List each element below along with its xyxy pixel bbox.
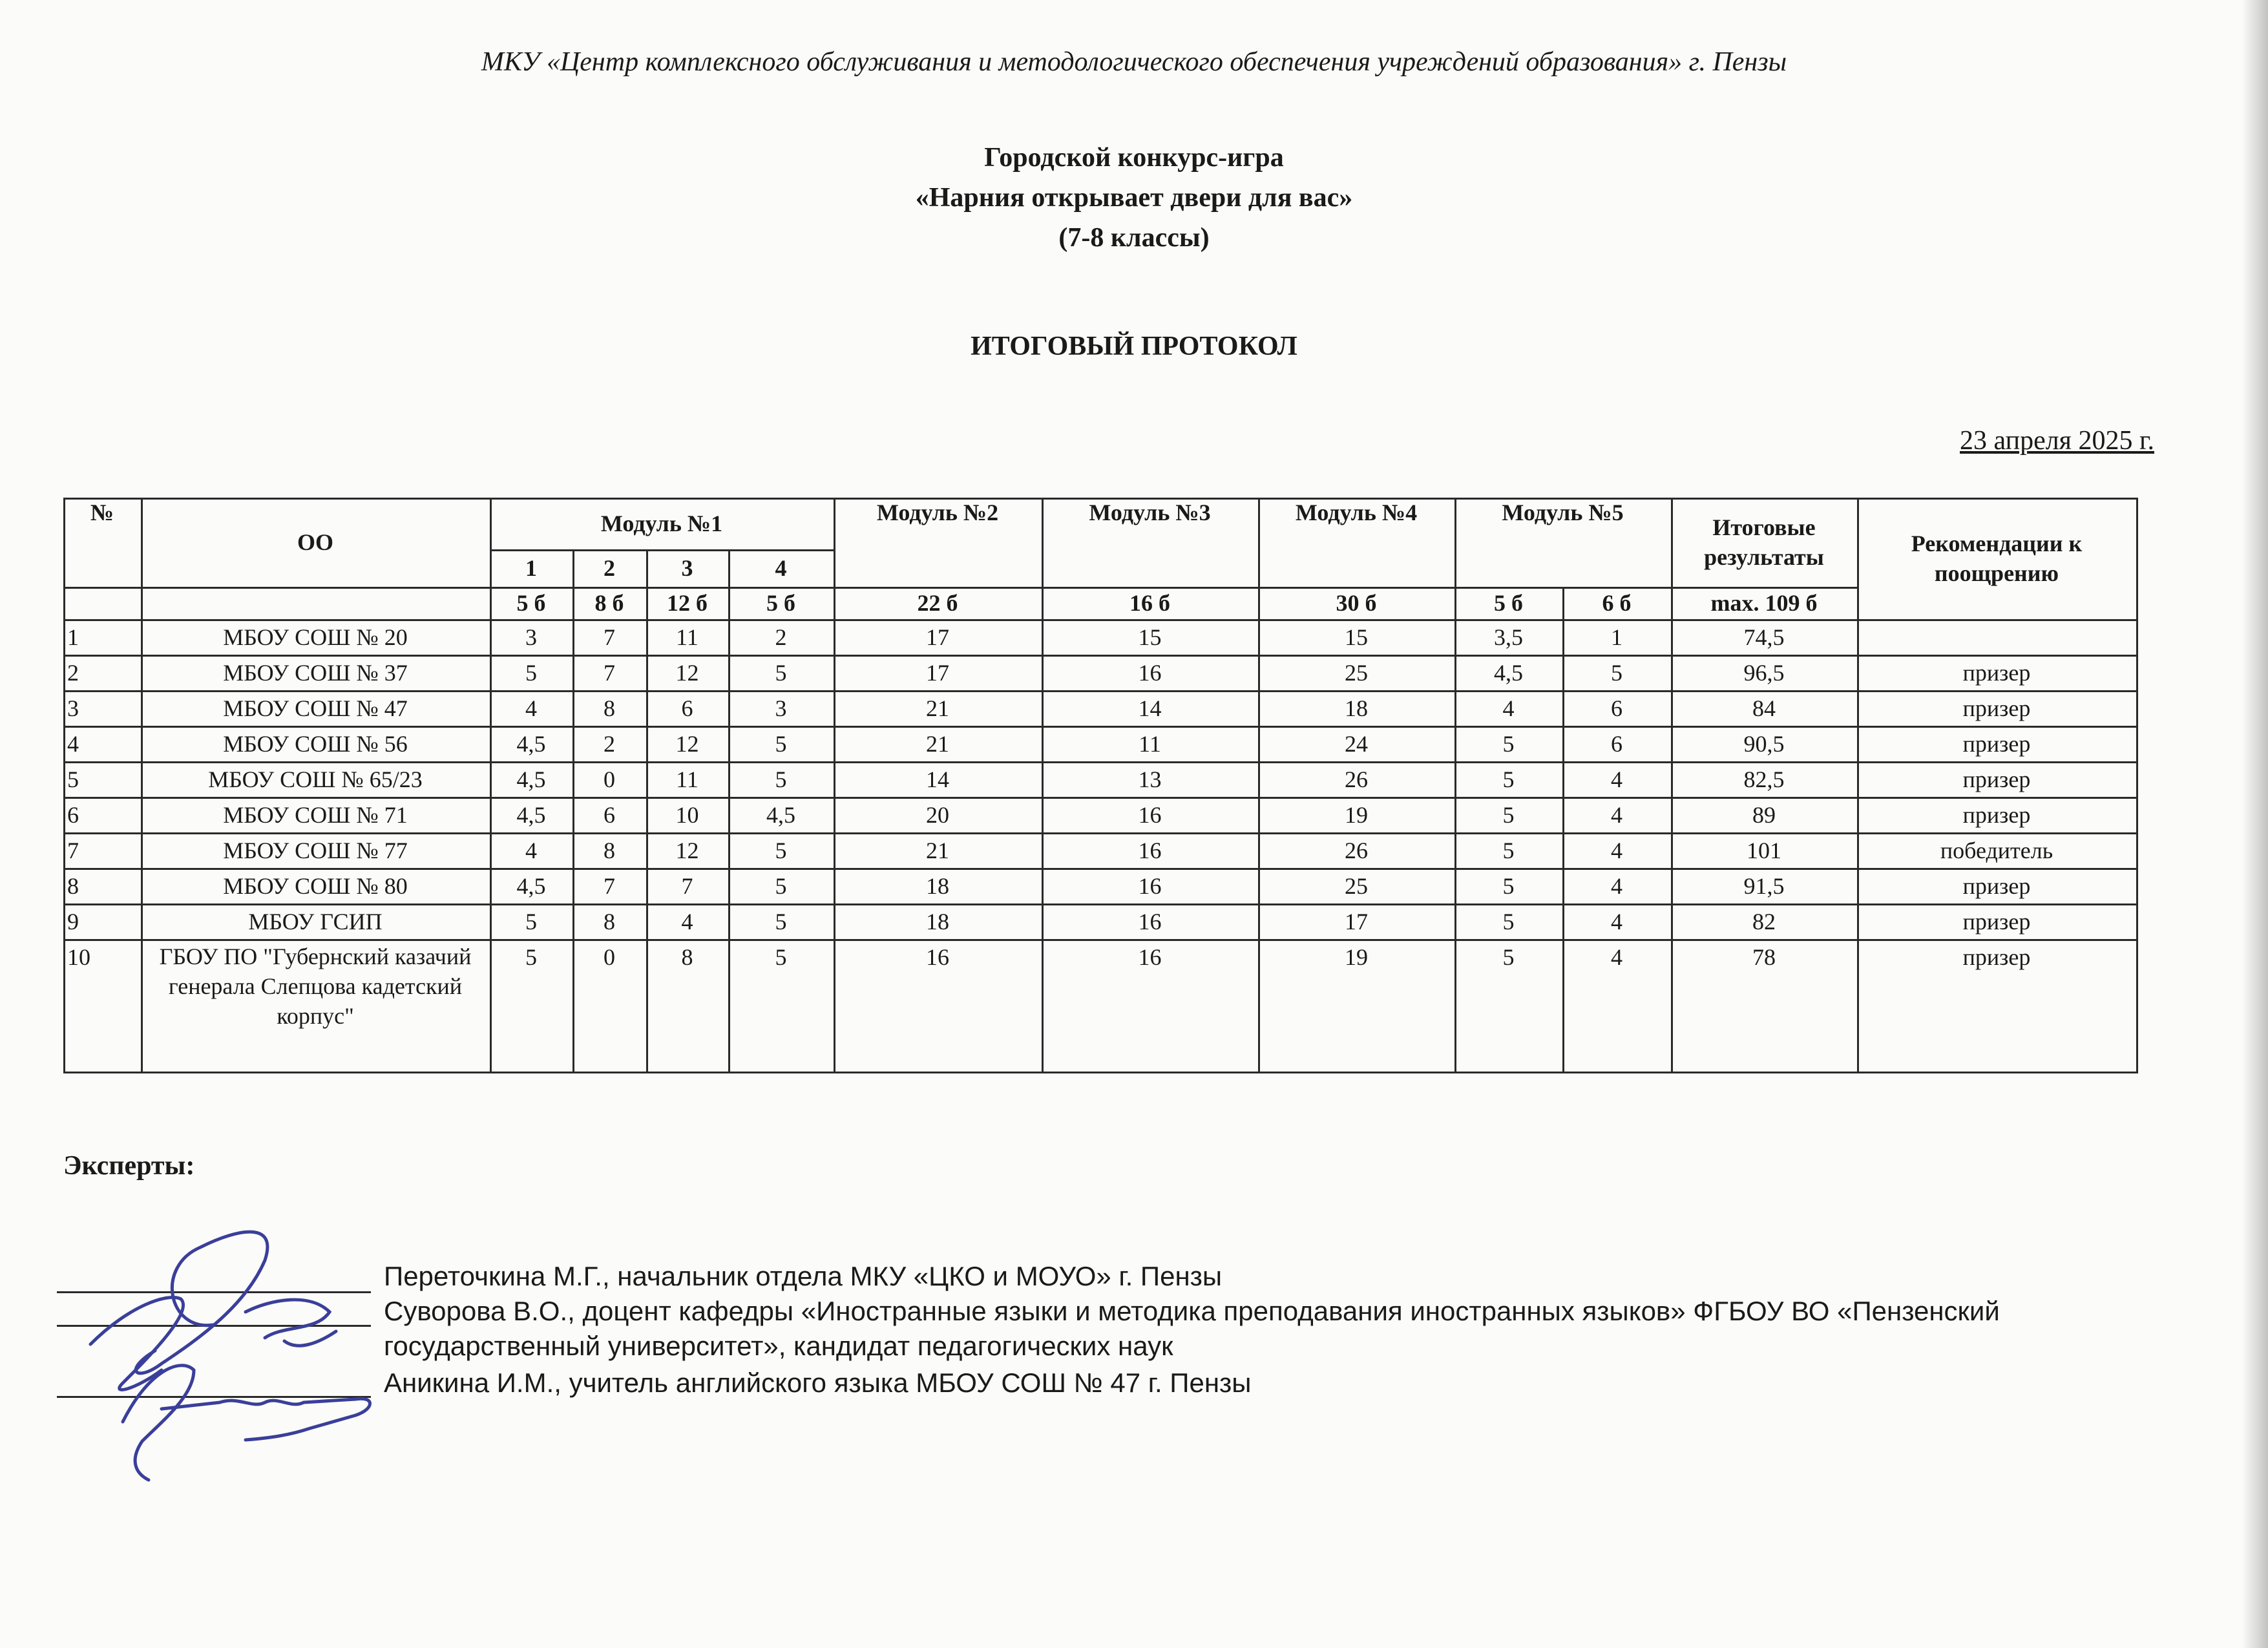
row-organization: МБОУ СОШ № 77 [223,837,408,863]
table-grid-line [1258,498,1260,1073]
row-m1-score: 5 [525,908,537,935]
row-m4-score: 26 [1345,837,1368,863]
row-m1-score: 12 [675,730,699,757]
row-num: 6 [67,801,79,828]
expert-2-continued: государственный университет», кандидат педагогических наук [384,1331,1173,1361]
row-m4-score: 19 [1345,944,1368,970]
row-m1-score: 7 [604,624,615,650]
row-m1-score: 0 [604,944,615,970]
table-grid-line [490,549,834,551]
header-total: Итоговые результаты [1704,514,1824,570]
row-m2-score: 20 [926,801,949,828]
table-grid-line [141,498,143,1073]
row-m1-score: 8 [681,944,693,970]
row-recommendation: призер [1962,908,2031,935]
row-organization: МБОУ СОШ № 65/23 [208,766,423,792]
row-m1-score: 2 [775,624,787,650]
row-m2-score: 21 [926,695,949,721]
row-m3-score: 14 [1138,695,1162,721]
row-recommendation: призер [1962,944,2031,970]
row-organization: МБОУ СОШ № 56 [223,730,408,757]
header-m1-max: 8 б [594,590,624,616]
row-m1-score: 4 [525,695,537,721]
row-m2-score: 17 [926,624,949,650]
row-m1-score: 5 [525,944,537,970]
row-m1-score: 4,5 [516,766,546,792]
header-oo: ОО [297,529,333,555]
row-recommendation: призер [1962,730,2031,757]
row-m5-score: 3,5 [1494,624,1523,650]
row-m1-score: 8 [604,837,615,863]
row-num: 3 [67,695,79,721]
row-m3-score: 13 [1138,766,1162,792]
row-m4-score: 18 [1345,695,1368,721]
handwritten-signatures [52,1215,439,1486]
table-grid-line [1671,498,1673,1073]
row-organization: МБОУ СОШ № 37 [223,659,408,686]
table-grid-line [63,655,2136,657]
table-grid-line [1454,498,1456,1073]
expert-1: Переточкина М.Г., начальник отдела МКУ «ЦКО и МОУО» г. Пензы [384,1261,1223,1291]
row-m1-score: 5 [775,837,787,863]
table-grid-line [2136,498,2138,1073]
row-m1-score: 0 [604,766,615,792]
row-total: 89 [1752,801,1776,828]
header-m1-sub: 2 [604,555,615,581]
table-grid-line [63,868,2136,870]
header-m1-max: 5 б [766,590,795,616]
row-organization: ГБОУ ПО "Губернский казачий генерала Слепцова кадетский корпус" [159,944,472,1029]
row-num: 10 [67,944,90,970]
row-num: 7 [67,837,79,863]
row-recommendation: призер [1962,872,2031,899]
row-m2-score: 21 [926,730,949,757]
row-m1-score: 5 [775,944,787,970]
row-m4-score: 19 [1345,801,1368,828]
header-m1-max: 5 б [516,590,546,616]
header-m4-max: 30 б [1336,590,1377,616]
protocol-date: 23 апреля 2025 г. [1960,426,2154,456]
row-m1-score: 8 [604,695,615,721]
header-m1-sub: 1 [525,555,537,581]
table-grid-line [63,498,2136,500]
row-m1-score: 7 [604,659,615,686]
table-grid-line [63,939,2136,941]
row-m3-score: 16 [1138,659,1162,686]
row-m5-score: 4 [1611,766,1622,792]
row-total: 82 [1752,908,1776,935]
row-m5-score: 4 [1611,944,1622,970]
contest-grades: (7-8 классы) [1058,223,1210,253]
row-m1-score: 4,5 [516,872,546,899]
row-m3-score: 16 [1138,908,1162,935]
header-num: № [90,500,114,525]
row-m1-score: 5 [525,659,537,686]
row-m1-score: 4,5 [766,801,795,828]
row-total: 90,5 [1743,730,1785,757]
table-grid-line [63,1072,2136,1073]
row-m4-score: 25 [1345,659,1368,686]
row-m1-score: 4,5 [516,801,546,828]
row-m1-score: 7 [681,872,693,899]
row-m5-score: 6 [1611,695,1622,721]
row-m1-score: 7 [604,872,615,899]
row-m5-score: 5 [1502,908,1515,935]
contest-name: «Нарния открывает двери для вас» [915,183,1353,213]
row-m1-score: 3 [525,624,537,650]
row-m5-score: 4 [1611,837,1622,863]
table-grid-line [1562,587,1564,1073]
row-m5-score: 4,5 [1494,659,1523,686]
row-m5-score: 5 [1611,659,1622,686]
table-grid-line [646,549,648,1073]
row-num: 2 [67,659,79,686]
header-m1-sub: 4 [775,555,787,581]
row-m5-score: 1 [1611,624,1622,650]
row-total: 82,5 [1743,766,1785,792]
header-m5-max: 6 б [1602,590,1632,616]
table-grid-line [1857,498,1859,1073]
row-num: 9 [67,908,79,935]
row-m1-score: 4 [525,837,537,863]
row-organization: МБОУ СОШ № 20 [223,624,408,650]
row-recommendation: призер [1962,801,2031,828]
row-m3-score: 16 [1138,837,1162,863]
header-recommend: Рекомендации к поощрению [1911,531,2083,586]
row-recommendation: призер [1962,766,2031,792]
table-grid-line [572,549,574,1073]
table-grid-line [490,498,492,1073]
row-total: 84 [1752,695,1776,721]
row-m3-score: 16 [1138,872,1162,899]
header-module-5: Модуль №5 [1502,500,1624,525]
row-m5-score: 5 [1502,944,1515,970]
header-m1-max: 12 б [667,590,708,616]
row-total: 91,5 [1743,872,1785,899]
row-recommendation: победитель [1940,837,2053,863]
row-m5-score: 4 [1502,695,1515,721]
row-m3-score: 15 [1138,624,1162,650]
table-grid-line [63,498,65,1073]
row-m2-score: 14 [926,766,949,792]
header-m3-max: 16 б [1129,590,1170,616]
row-m1-score: 2 [604,730,615,757]
header-total-max: max. 109 б [1710,590,1818,616]
row-m5-score: 5 [1502,872,1515,899]
row-num: 4 [67,730,79,757]
table-grid-line [63,797,2136,799]
row-m5-score: 5 [1502,801,1515,828]
row-organization: МБОУ СОШ № 80 [223,872,408,899]
organization-header: МКУ «Центр комплексного обслуживания и методологического обеспечения учреждений образования» г. Пензы [481,47,1787,77]
row-m5-score: 5 [1502,730,1515,757]
row-m1-score: 5 [775,872,787,899]
row-m1-score: 5 [775,659,787,686]
row-total: 96,5 [1743,659,1785,686]
row-total: 74,5 [1743,624,1785,650]
row-m5-score: 4 [1611,908,1622,935]
protocol-title: ИТОГОВЫЙ ПРОТОКОЛ [971,332,1297,361]
row-m4-score: 15 [1345,624,1368,650]
row-m1-score: 4,5 [516,730,546,757]
header-module-2: Модуль №2 [876,500,999,525]
table-grid-line [63,690,2136,692]
row-recommendation: призер [1962,659,2031,686]
row-organization: МБОУ СОШ № 71 [223,801,408,828]
row-m1-score: 5 [775,730,787,757]
row-m1-score: 12 [675,659,699,686]
header-module-4: Модуль №4 [1295,500,1418,525]
row-m1-score: 4 [681,908,693,935]
row-m1-score: 11 [676,624,698,650]
table-grid-line [728,549,730,1073]
row-recommendation: призер [1962,695,2031,721]
table-grid-line [1042,498,1044,1073]
experts-label: Эксперты: [63,1151,195,1181]
row-m4-score: 17 [1345,908,1368,935]
row-total: 78 [1752,944,1776,970]
row-m2-score: 16 [926,944,949,970]
row-m4-score: 25 [1345,872,1368,899]
expert-3: Аникина И.М., учитель английского языка МБОУ СОШ № 47 г. Пензы [384,1368,1252,1398]
header-module-3: Модуль №3 [1089,500,1211,525]
row-m1-score: 10 [675,801,699,828]
row-m2-score: 18 [926,908,949,935]
row-total: 101 [1747,837,1781,863]
table-grid-line [63,761,2136,763]
row-m1-score: 11 [676,766,698,792]
row-m1-score: 8 [604,908,615,935]
row-m2-score: 18 [926,872,949,899]
row-m1-score: 6 [604,801,615,828]
row-m3-score: 16 [1138,801,1162,828]
table-grid-line [63,587,1857,589]
table-grid-line [63,832,2136,834]
row-m5-score: 5 [1502,766,1515,792]
row-m1-score: 6 [681,695,693,721]
table-grid-line [63,903,2136,905]
row-m3-score: 11 [1139,730,1161,757]
row-m4-score: 26 [1345,766,1368,792]
row-m5-score: 5 [1502,837,1515,863]
row-m2-score: 21 [926,837,949,863]
row-num: 8 [67,872,79,899]
contest-title: Городской конкурс-игра [984,143,1284,173]
row-m4-score: 24 [1345,730,1368,757]
row-m5-score: 6 [1611,730,1622,757]
row-m1-score: 5 [775,908,787,935]
row-recommendation [1857,619,2136,655]
table-grid-line [63,726,2136,728]
row-m1-score: 3 [775,695,787,721]
expert-2: Суворова В.О., доцент кафедры «Иностранные языки и методика преподавания иностранных языков» ФГБОУ ВО «Пензенский [384,1296,2000,1326]
row-m5-score: 4 [1611,872,1622,899]
table-grid-line [63,619,2136,621]
row-num: 5 [67,766,79,792]
row-m2-score: 17 [926,659,949,686]
header-m2-max: 22 б [917,590,958,616]
row-m3-score: 16 [1138,944,1162,970]
header-m5-max: 5 б [1494,590,1523,616]
header-module-1: Модуль №1 [600,511,723,536]
row-organization: МБОУ ГСИП [248,908,383,935]
row-m1-score: 5 [775,766,787,792]
row-organization: МБОУ СОШ № 47 [223,695,408,721]
row-num: 1 [67,624,79,650]
header-m1-sub: 3 [681,555,693,581]
scan-edge-shadow [2242,0,2268,1648]
row-m1-score: 12 [675,837,699,863]
table-grid-line [834,498,835,1073]
row-m5-score: 4 [1611,801,1622,828]
